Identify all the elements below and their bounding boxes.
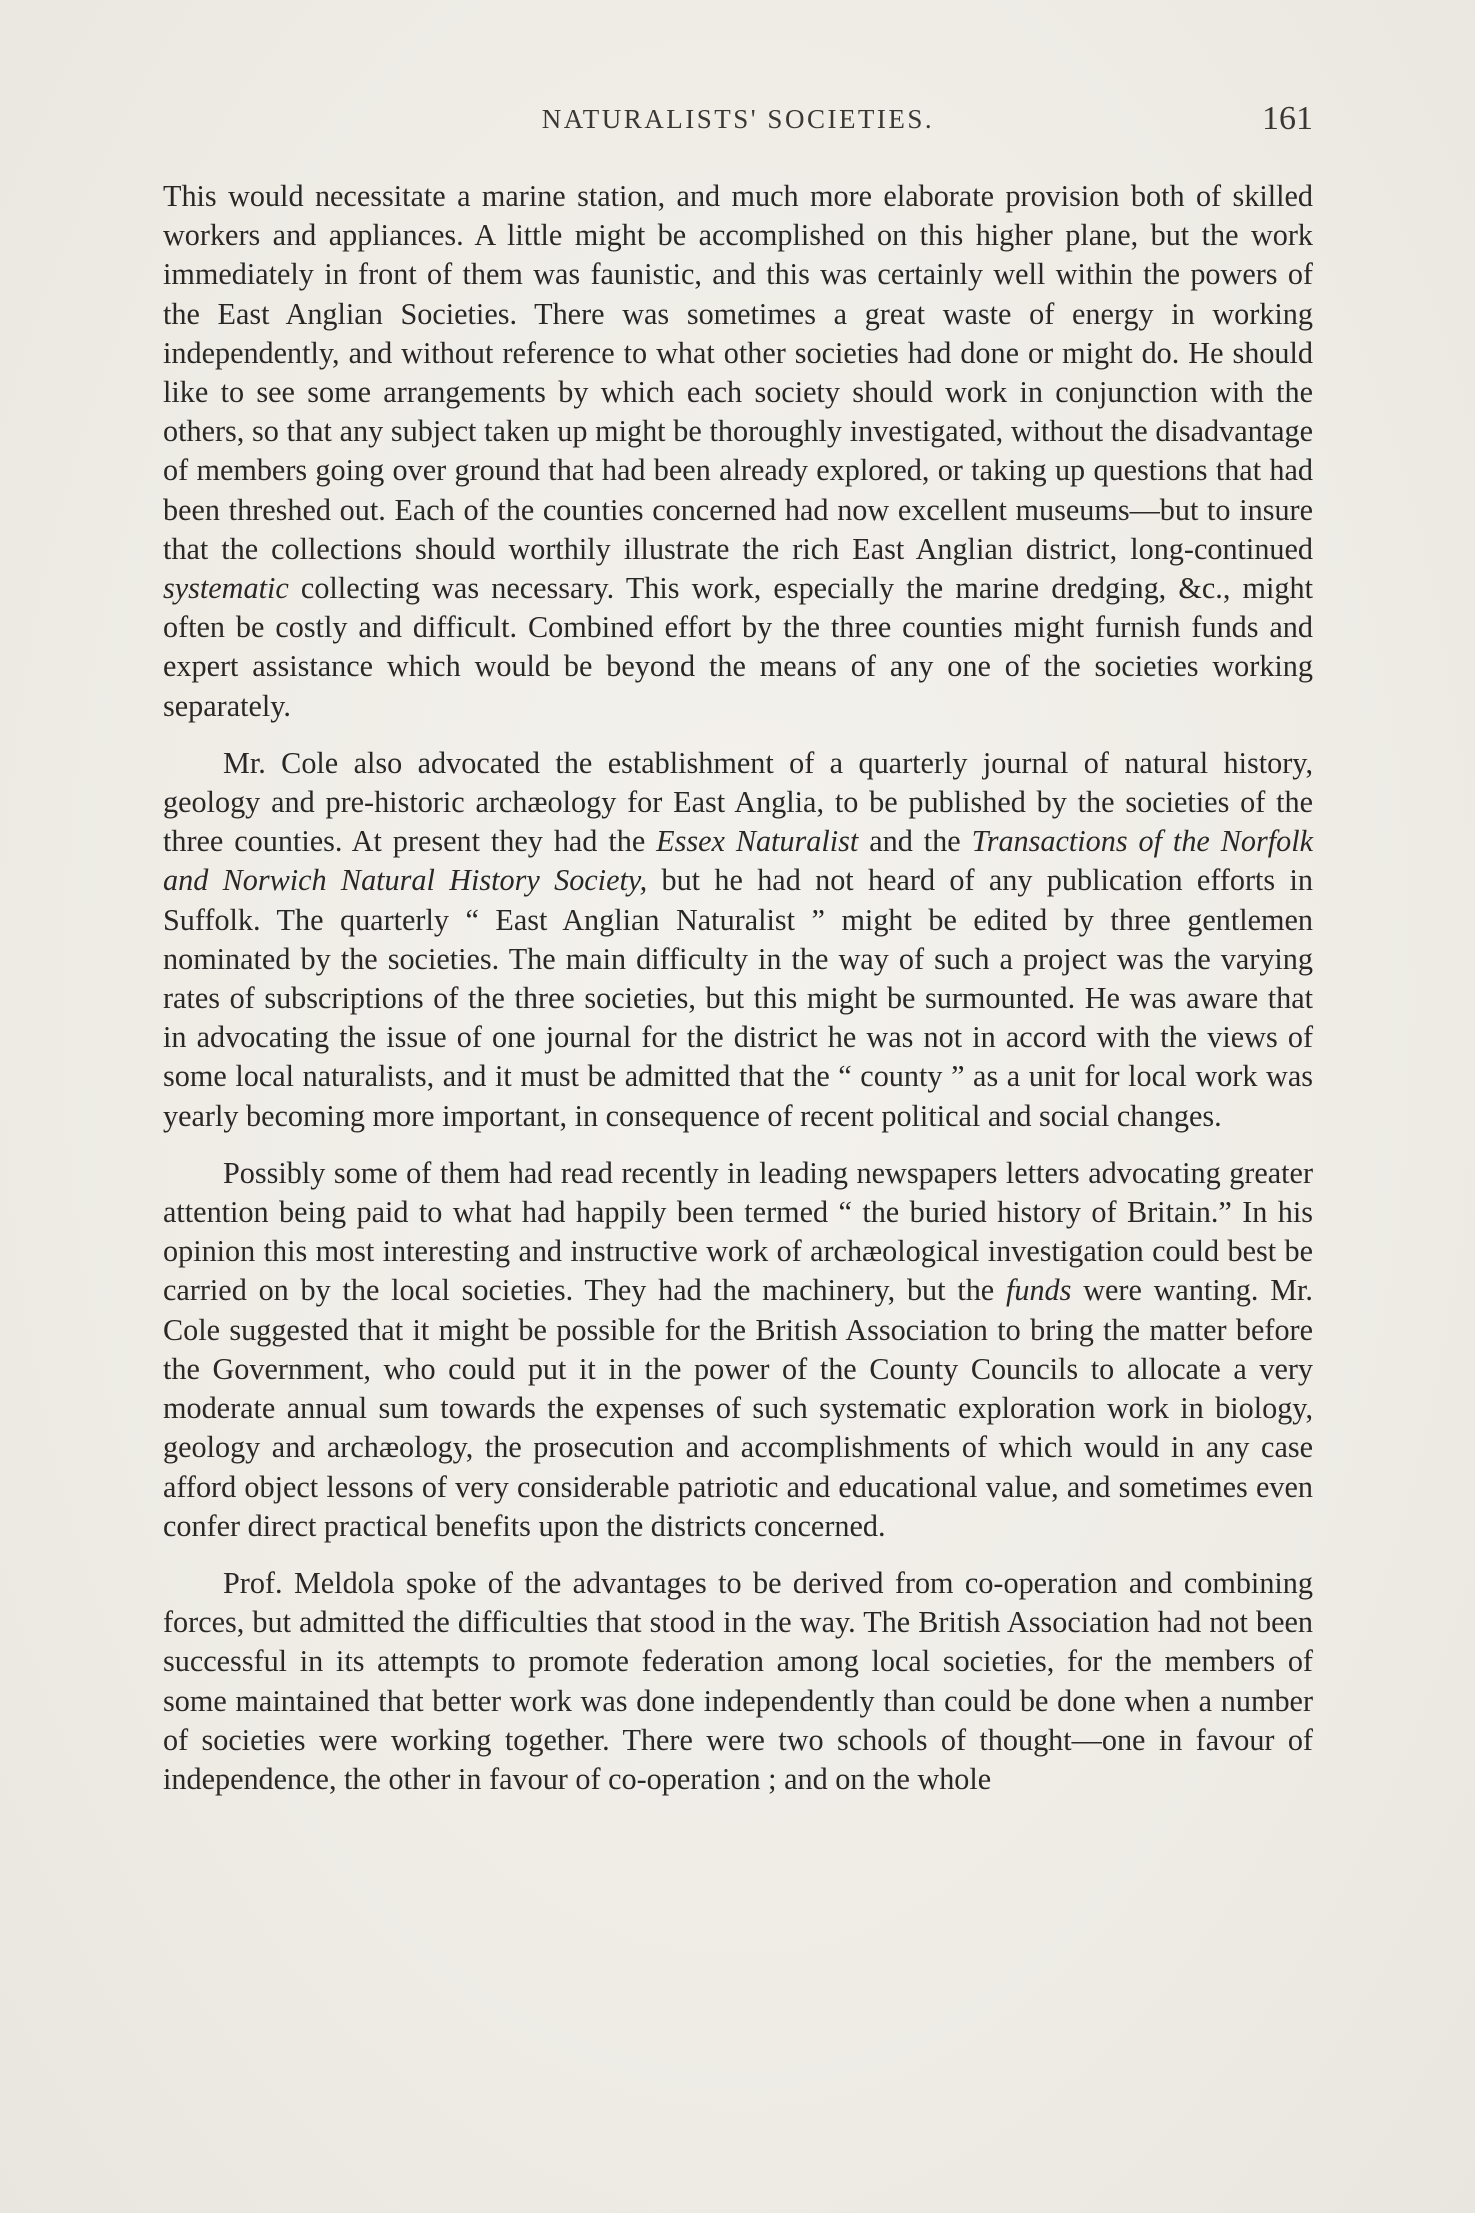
- running-title: NATURALISTS' SOCIETIES.: [541, 104, 935, 134]
- italic-systematic: systematic: [163, 571, 289, 606]
- paragraph-meldola: [163, 1564, 1313, 1799]
- paragraph-text: Mr. Cole also advocated the establishment of a quarterly journal of natural history, geology and pre-historic archæology for East Anglia, to be published by the societies of the three counties. At present they had the: [163, 745, 1313, 859]
- paragraph-buried-history: [163, 1154, 1313, 1546]
- paragraph-quarterly-journal: [163, 744, 1313, 1136]
- italic-transactions: Transactions of the Norfolk and Norwich Natural History Society,: [163, 824, 1313, 898]
- paragraph-marine-station: [163, 177, 1313, 726]
- paragraph-text: were wanting. Mr. Cole suggested that it might be possible for the British Association to bring the matter before the Government, who could put it in the power of the County Councils to allocate a very moderate annual sum towards the expenses of such systematic exploration work in biology, geology and archæology, the prosecution and accomplishments of which would in any case afford object lessons of very considerable patriotic and educational value, and sometimes even confer direct practical benefits upon the districts concerned.: [163, 1273, 1313, 1543]
- paragraph-text: but he had not heard of any publication efforts in Suffolk. The quarterly “ East Anglian Naturalist ” might be edited by three gentlemen nominated by the societies. The main difficulty in the way of such a project was the varying rates of subscriptions of the three societies, but this might be surmounted. He was aware that in advocating the issue of one journal for the district he was not in accord with the views of some local naturalists, and it must be admitted that the “ county ” as a unit for local work was yearly becoming more important, in consequence of recent political and social changes.: [163, 863, 1313, 1133]
- paragraph-text: collecting was necessary. This work, especially the marine dredging, &c., might often be costly and difficult. Combined effort by the three counties might furnish funds and expert assistance which would be beyond the means of any one of the societies working separately.: [163, 571, 1313, 723]
- page-number: 161: [1262, 100, 1313, 137]
- paragraph-text: Possibly some of them had read recently in leading newspapers letters advocating greater attention being paid to what had happily been termed “ the buried history of Britain.” In his opinion this most interesting and instructive work of archæological investigation could best be carried on by the local societies. They had the machinery, but the: [163, 1155, 1313, 1308]
- paragraph-text: and the: [858, 824, 972, 859]
- paragraph-text: This would necessitate a marine station, and much more elaborate provision both of skilled workers and appliances. A little might be accomplished on this higher plane, but the work immediately in front of them was faunistic, and this was certainly well within the powers of the East Anglian Societies. There was sometimes a great waste of energy in working independently, and without reference to what other societies had done or might do. He should like to see some arrangements by which each society should work in conjunction with the others, so that any subject taken up might be thoroughly investigated, without the disadvantage of members going over ground that had been already explored, or taking up questions that had been threshed out. Each of the counties concerned had now excellent museums—but to insure that the collections should worthily illustrate the rich East Anglian district, long-continued: [163, 179, 1313, 566]
- body-text: [163, 177, 1313, 1799]
- running-head: [163, 100, 1313, 144]
- italic-essex-naturalist: Essex Naturalist: [656, 824, 859, 859]
- paragraph-text: Prof. Meldola spoke of the advantages to be derived from co-operation and combining forces, but admitted the difficulties that stood in the way. The British Association had not been successful in its attempts to promote federation among local societies, for the members of some maintained that better work was done independently than could be done when a number of societies were working together. There were two schools of thought—one in favour of independence, the other in favour of co-operation ; and on the whole: [163, 1565, 1313, 1796]
- italic-funds: funds: [1005, 1273, 1072, 1308]
